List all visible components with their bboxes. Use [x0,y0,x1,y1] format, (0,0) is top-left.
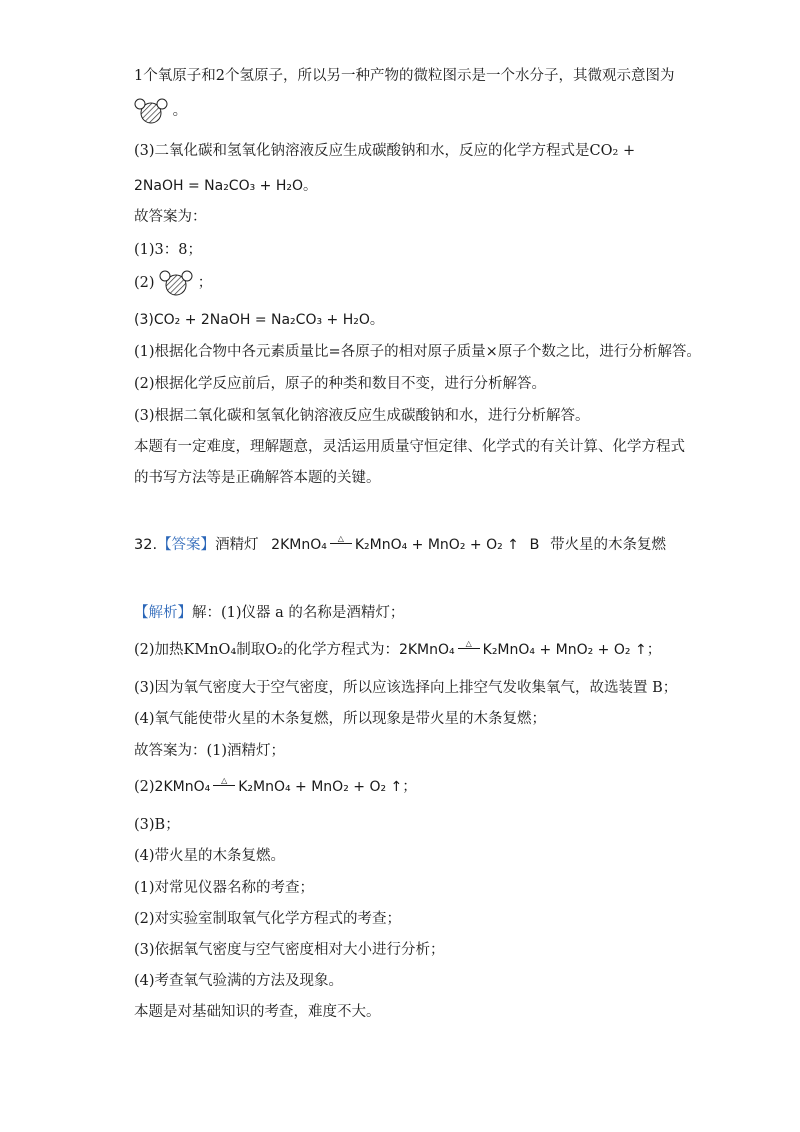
punctuation-text: ； [197,275,213,291]
text-line [134,709,546,729]
answer-equation-line [134,777,417,797]
paragraph-text: 1个氧原子和2个氢原子，所以另一种产物的微粒图示是一个水分子，其微观示意图为 [134,68,675,84]
answer-item-prefix: (2) [134,275,155,291]
answer-item: (3)B； [134,817,180,833]
analysis-item: (4)氧气能使带火星的木条复燃，所以现象是带火星的木条复燃； [134,711,547,727]
summary-text: 的书写方法等是正确解答本题的关键。 [134,470,381,486]
text-line [134,374,546,394]
equation-right: K₂MnO₄ + MnO₂ + O₂ ↑ [238,779,403,795]
analysis-item: (1)根据化合物中各元素质量比=各原子的相对原子质量×原子个数之比，进行分析解答。 [134,344,701,360]
heating-arrow-icon [330,535,352,549]
punctuation-text: ； [402,779,417,795]
text-line [134,909,401,929]
question-number: 32. [134,537,158,553]
equation-left: 2KMnO₄ [271,537,327,553]
answer-intro-text: 故答案为：(1)酒精灯； [134,743,286,759]
text-line [134,342,701,362]
review-point: (2)对实验室制取氧气化学方程式的考查； [134,911,402,927]
equation-line [134,310,384,330]
water-molecule-icon [159,270,193,296]
equation-left: 2KMnO₄ [154,779,211,795]
heat-sign: △ [337,534,344,543]
answer-tag: 【答案】 [157,537,216,553]
analysis-item: (2)加热KMnO₄制取O₂的化学方程式为： [134,642,399,658]
text-line [134,971,343,991]
water-molecule-line [134,98,187,124]
analysis-equation-line [134,640,661,660]
equation-left: 2KMnO₄ [398,642,455,658]
text-line [134,1002,381,1022]
review-point: (1)对常见仪器名称的考查； [134,880,315,896]
text-line [134,878,314,898]
heat-sign: △ [465,639,472,648]
summary-text: 本题是对基础知识的考查，难度不大。 [134,1004,381,1020]
answer-text: 酒精灯 [215,537,259,553]
text-line [134,468,381,488]
text-line [134,406,590,426]
equation-right: K₂MnO₄ + MnO₂ + O₂ ↑ [482,642,647,658]
answer-molecule-line [134,270,212,296]
text-line [134,240,202,260]
text-line [134,66,674,86]
equation-right: K₂MnO₄ + MnO₂ + O₂ ↑ [354,537,519,553]
water-molecule-icon [134,98,168,124]
text-line [134,141,635,161]
answer-item: (4)带火星的木条复燃。 [134,848,286,864]
summary-text: 本题有一定难度，理解题意，灵活运用质量守恒定律、化学式的有关计算、化学方程式 [134,439,685,455]
text-line [134,741,285,761]
text-line [134,846,285,866]
analysis-tag: 【解析】 [134,605,192,621]
analysis-item: (2)根据化学反应前后，原子的种类和数目不变，进行分析解答。 [134,376,547,392]
analysis-item: (3)根据二氧化碳和氢氧化钠溶液反应生成碳酸钠和水，进行分析解答。 [134,408,590,424]
text-line [134,940,445,960]
review-point: (4)考查氧气验满的方法及现象。 [134,973,344,989]
answer-intro-text: 故答案为： [134,209,207,225]
text-line [134,603,404,623]
text-line [134,678,677,698]
text-line [134,437,685,457]
punctuation-text: ； [646,642,662,658]
analysis-item: 解：(1)仪器 a 的名称是酒精灯； [192,605,405,621]
paragraph-text: (3)二氧化碳和氢氧化钠溶液反应生成碳酸钠和水，反应的化学方程式是CO₂ + [134,143,636,159]
review-point: (3)依据氧气密度与空气密度相对大小进行分析； [134,942,445,958]
equation-text: 2NaOH = Na₂CO₃ + H₂O。 [134,178,317,194]
answer-item-prefix: (2) [134,779,155,795]
equation-text: (3)CO₂ + 2NaOH = Na₂CO₃ + H₂O。 [134,312,384,328]
text-line [134,207,207,227]
punctuation-text: 。 [172,103,188,119]
equation-line [134,176,317,196]
text-line [134,815,180,835]
answer-text: 带火星的木条复燃 [550,537,667,553]
analysis-item: (3)因为氧气密度大于空气密度，所以应该选择向上排空气发收集氧气，故选装置 B； [134,680,678,696]
heating-arrow-icon [213,777,235,791]
heating-arrow-icon [458,640,480,654]
heat-sign: △ [221,776,228,785]
answer-text: B [529,537,540,553]
question-32-answer-line [134,535,666,555]
answer-item: (1)3：8； [134,242,202,258]
